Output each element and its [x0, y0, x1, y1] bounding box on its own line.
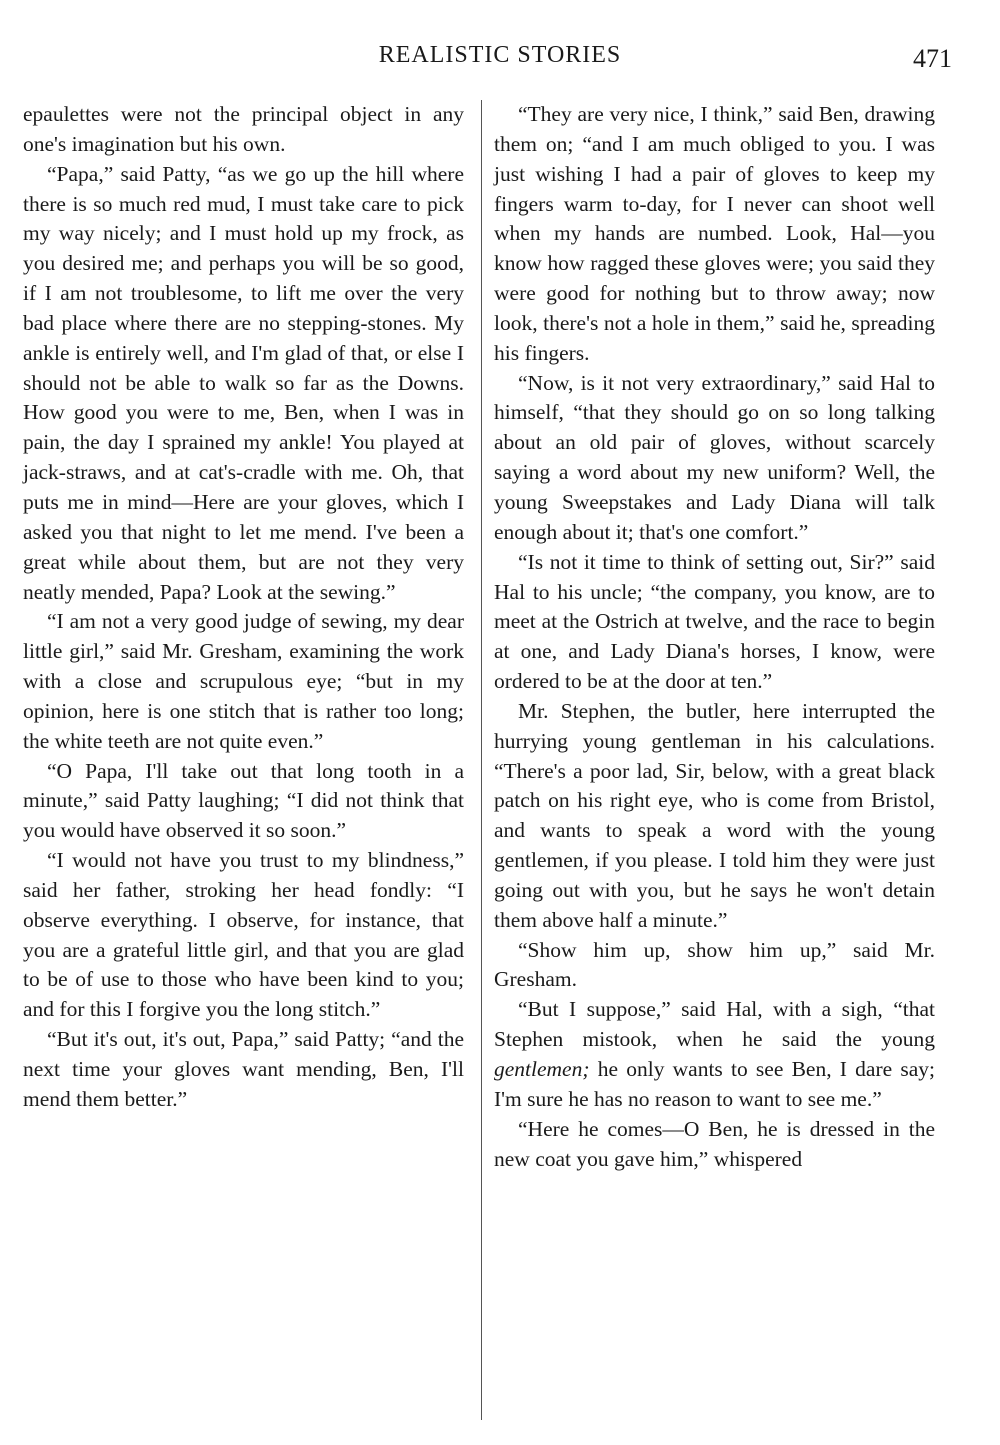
text-segment: “But I suppose,” said Hal, with a sigh, “that Stephen mistook, when he said the young: [494, 997, 935, 1052]
column-divider: [481, 100, 482, 1420]
running-title: REALISTIC STORIES: [378, 42, 622, 68]
paragraph: “I am not a very good judge of sewing, my dear little girl,” said Mr. Gresham, examining the work with a close and scrupulous eye; “but in my opinion, here is one stitch that is rather too long; the white teeth are not quite even.”: [23, 609, 464, 753]
paragraph: [494, 995, 935, 1114]
right-column: [494, 100, 935, 1174]
paragraph: Mr. Stephen, the butler, here interrupted the hurrying young gentleman in his calculations. “There's a poor lad, Sir, below, with a great black patch on his right eye, who is come from Bristol, and wants to speak a word with the young gentlemen, if you please. I told him they were just going out with you, but he says he won't detain them above half a minute.”: [494, 698, 935, 932]
paragraph: “Papa,” said Patty, “as we go up the hill where there is so much red mud, I must take care to pick my way nicely; and I must hold up my frock, as you desired me; and perhaps you will be so good, if I am not troublesome, to lift me over the very bad place where there are no stepping-stones. My ankle is entirely well, and I'm glad of that, or else I should not be able to walk so far as the Downs. How good you were to me, Ben, when I was in pain, the day I sprained my ankle! You played at jack-straws, and at cat's-cradle with me. Oh, that puts me in mind—Here are your gloves, which I asked you that night to let me mend. I've been a great while about them, but are not they very neatly mended, Papa? Look at the sewing.”: [23, 161, 464, 604]
paragraph: “Now, is it not very extraordinary,” said Hal to himself, “that they should go on so long talking about an old pair of gloves, without scarcely saying a word about my new uniform? Well, the young Sweepstakes and Lady Diana will talk enough about it; that's one comfort.”: [494, 370, 935, 544]
emphasized-word: gentlemen;: [494, 1057, 590, 1081]
left-column: [23, 100, 464, 1115]
paragraph: “But it's out, it's out, Papa,” said Patty; “and the next time your gloves want mending, Ben, I'll mend them better.”: [23, 1027, 464, 1111]
text-segment: he only wants to see Ben, I dare say; I'm sure he has no reason to want to see me.”: [494, 1057, 935, 1111]
page-header: [0, 40, 1000, 80]
paragraph: “I would not have you trust to my blindness,” said her father, stroking her head fondly: “I observe everything. I observe, for instance, that you are a grateful little girl, and that you are glad to be of use to those who have been kind to you; and for this I forgive you the long stitch.”: [23, 848, 464, 1022]
paragraph: epaulettes were not the principal object in any one's imagination but his own.: [23, 102, 464, 156]
paragraph: “Here he comes—O Ben, he is dressed in the new coat you gave him,” whispered: [494, 1116, 935, 1171]
paragraph: “Is not it time to think of setting out, Sir?” said Hal to his uncle; “the company, you know, are to meet at the Ostrich at twelve, and the race to begin at one, and Lady Diana's horses, I know, were ordered to be at the door at ten.”: [494, 549, 935, 694]
paragraph: “They are very nice, I think,” said Ben, drawing them on; “and I am much obliged to you. I was just wishing I had a pair of gloves to keep my fingers warm to-day, for I never can shoot well when my hands are numbed. Look, Hal—you know how ragged these gloves were; you said they were good for nothing but to throw away; now look, there's not a hole in them,” said he, spreading his fingers.: [494, 102, 935, 365]
page-number: 471: [913, 44, 952, 73]
paragraph: “O Papa, I'll take out that long tooth in a minute,” said Patty laughing; “I did not think that you would have observed it so soon.”: [23, 758, 464, 843]
paragraph: “Show him up, show him up,” said Mr. Gresham.: [494, 937, 935, 992]
